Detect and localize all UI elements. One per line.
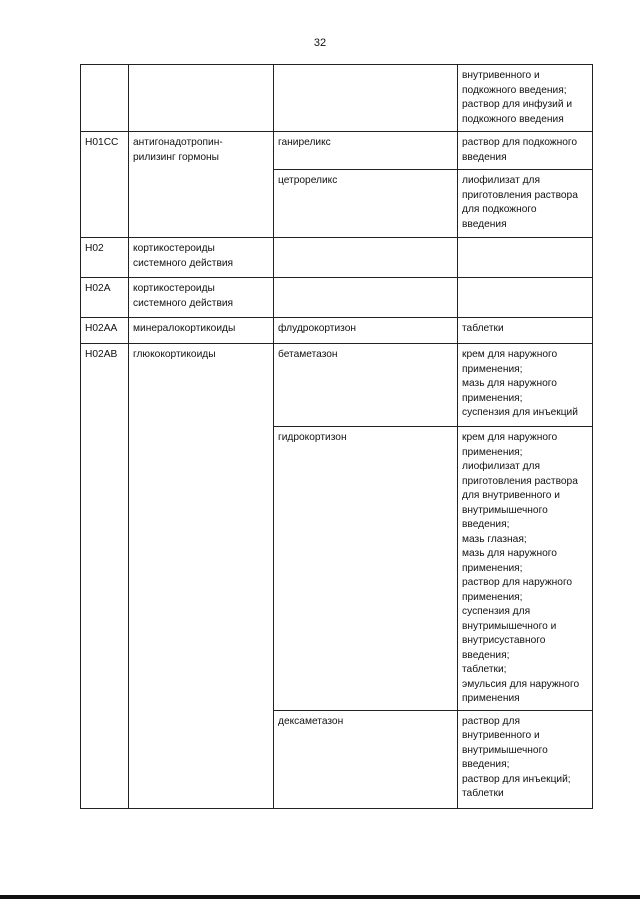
dosage-form-cell: раствор для внутривенного и внутримышечного введения; раствор для инъекций; таблетки — [458, 710, 593, 808]
dosage-form-cell: крем для наружного применения; лиофилизат для приготовления раствора для внутривенного и внутримышечного введения; мазь глазная; мазь для наружного применения; раствор для наружного применения; суспензия для внутримышечного и внутрисуставного введения; таблетки; эмульсия для наружного применения — [458, 427, 593, 711]
page-number: 32 — [313, 37, 327, 49]
drug-table — [80, 64, 593, 809]
dosage-form-cell: крем для наружного применения; мазь для наружного применения; суспензия для инъекций — [458, 344, 593, 427]
dosage-form-cell: раствор для подкожного введения — [458, 132, 593, 170]
drug-name-cell — [274, 238, 458, 278]
group-name-cell: кортикостероиды системного действия — [129, 238, 274, 278]
drug-name-cell: ганиреликс — [274, 132, 458, 170]
drug-name-cell — [274, 65, 458, 132]
atc-code-cell: H02AA — [81, 318, 129, 344]
atc-code-cell — [81, 65, 129, 132]
table-row — [81, 238, 593, 278]
drug-name-cell: цетрореликс — [274, 170, 458, 238]
drug-name-cell: бетаметазон — [274, 344, 458, 427]
dosage-form-cell: внутривенного и подкожного введения; раствор для инфузий и подкожного введения — [458, 65, 593, 132]
atc-code-cell: H02AB — [81, 344, 129, 809]
dosage-form-cell — [458, 238, 593, 278]
group-name-cell: минералокортикоиды — [129, 318, 274, 344]
drug-name-cell: флудрокортизон — [274, 318, 458, 344]
atc-code-cell: H02A — [81, 278, 129, 318]
table-row — [81, 344, 593, 427]
dosage-form-cell: лиофилизат для приготовления раствора для подкожного введения — [458, 170, 593, 238]
group-name-cell: глюкокортикоиды — [129, 344, 274, 809]
drug-name-cell: гидрокортизон — [274, 427, 458, 711]
atc-code-cell: H02 — [81, 238, 129, 278]
table-row — [81, 65, 593, 132]
drug-name-cell — [274, 278, 458, 318]
table-row — [81, 318, 593, 344]
table-row — [81, 132, 593, 170]
dosage-form-cell: таблетки — [458, 318, 593, 344]
bottom-scan-border — [0, 895, 640, 899]
group-name-cell: кортикостероиды системного действия — [129, 278, 274, 318]
drug-name-cell: дексаметазон — [274, 710, 458, 808]
group-name-cell — [129, 65, 274, 132]
group-name-cell: антигонадотропин- рилизинг гормоны — [129, 132, 274, 238]
atc-code-cell: H01CC — [81, 132, 129, 238]
dosage-form-cell — [458, 278, 593, 318]
table-row — [81, 278, 593, 318]
